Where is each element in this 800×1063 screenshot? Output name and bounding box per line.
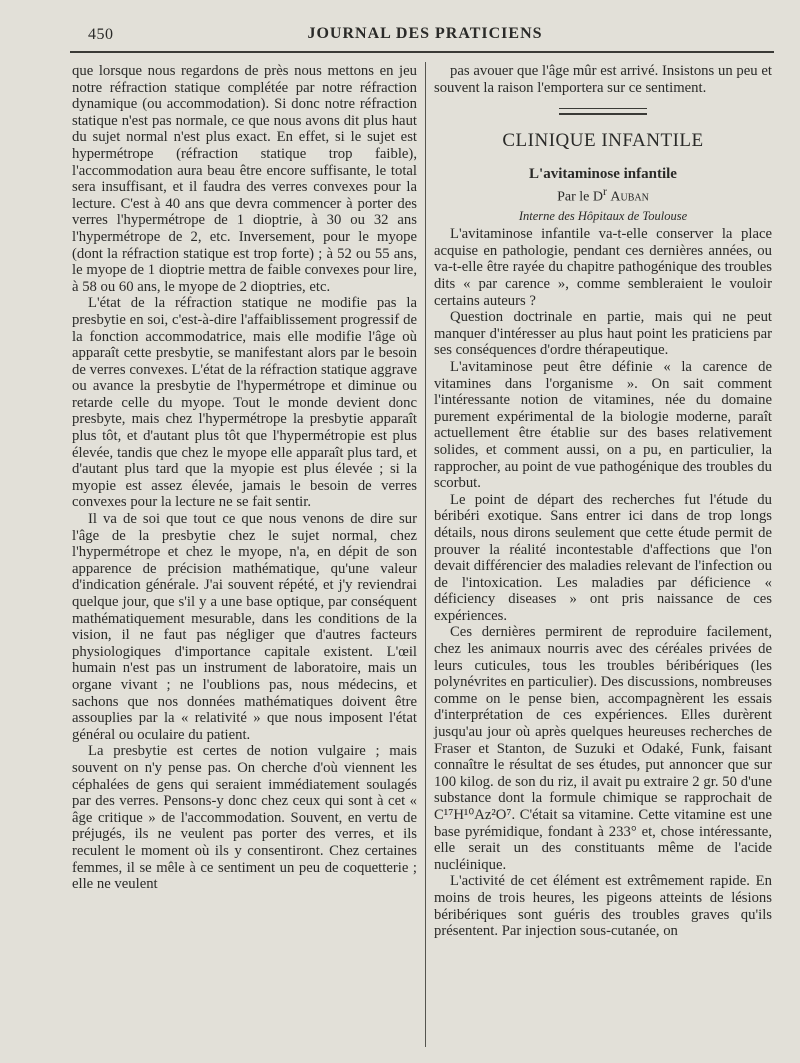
right-paragraph-4: Le point de départ des recherches fut l'étude du béribéri exotique. Sans entrer ici dans de trop longs détails, nous dirons seulement que cette étude permit de prouver la réalité incontestable d'affections que l'on devait différencier des maladies relevant de l'infection ou de l'intoxication. Les maladies par déficience « déficiency diseases » ont pris naissance de ces expériences. xyxy=(434,491,772,624)
article-title: L'avitaminose infantile xyxy=(529,165,677,182)
continuation-paragraph: pas avouer que l'âge mûr est arrivé. Insistons un peu et souvent la raison l'emportera sur ce sentiment. xyxy=(434,63,772,96)
right-paragraph-3: L'avitaminose peut être définie « la carence de vitamines dans l'organisme ». On sait comment l'intéressante notion de vitamines, née du domaine purement expérimental de la biologie moderne, paraît actuellement être établie sur des bases relativement solides, et comment aussi, on a pu, en particulier, la rapprocher, au point de vue pathogénique des troubles du scorbut. xyxy=(434,358,772,492)
author-name: Auban xyxy=(610,190,649,206)
right-paragraph-5: Ces dernières permirent de reproduire facilement, chez les animaux nourris avec des céréales privées de leurs cuticules, tous les troubles béribériques (les polynévrites en particulier). Des discussions, nombreuses comme on le pense bien, accompagnèrent les essais d'interprétation de ces expériences. Elles durèrent jusqu'au jour où après quelques heureuses recherches de Fraser et Stanton, de Suzuki et Odaké, Funk, faisant connaître le résultat de ses études, put annoncer que sur 100 kilog. de son du riz, il avait pu extraire 2 gr. 50 d'une substance dont la formule chimique se rapprochait de C¹⁷H¹⁰Az²O⁷. C'était sa vitamine. Cette vitamine est une base pyrémidique, fondant à 233° et, chose intéressante, elle serait un des constituants même de l'acide nucléinique. xyxy=(434,624,772,873)
left-paragraph-1: que lorsque nous regardons de près nous mettons en jeu notre réfraction statique complétée par notre réfraction dynamique (ou accommodation). Si donc notre réfraction statique n'est pas normale, ce que nous avons dit plus haut du sujet normal n'est plus exact. En effet, si le sujet est hypermétrope (réfraction statique trop faible), l'accommodation aura beau être encore suffisante, le total sera insuffisant, et il faudra des verres convexes pour la lecture. C'est à 40 ans que devra commencer à porter des verres l'hypermétrope de 1 dioptrie, à 30 ou 32 ans l'hypermétrope de 2, etc. Inversement, pour le myope (dont la réfraction statique est trop forte) ; à 52 ou 55 ans, le myope de 1 dioptrie mettra de faible convexes pour lire, à 58 ou 60 ans, le myope de 2 dioptries, etc. xyxy=(72,63,417,295)
left-paragraph-2: L'état de la réfraction statique ne modifie pas la presbytie en soi, c'est-à-dire l'affaiblissement progressif de la fonction accommodatrice, mais elle modifie l'âge où apparaît cette presbytie, se manifestant alors par le besoin de verres convexes. L'état de la réfraction statique aggrave ou avance la presbytie de l'hypermétrope et diminue ou retarde celle du myope. Tout le monde devient donc presbyte, mais chez l'hypermétrope la presbytie apparaît plus tôt, et d'autant plus tôt que l'hypermétropie est plus élevée, tandis que chez le myope elle apparaît plus tard, et d'autant plus tard que la myopie est plus élevée ; si la myopie est assez élevée, jamais le besoin de verres convexes pour la lecture ne se fait sentir. xyxy=(72,295,417,511)
section-divider xyxy=(559,108,647,115)
header-rule xyxy=(70,51,774,53)
journal-title: JOURNAL DES PRATICIENS xyxy=(307,25,543,42)
byline-superscript: r xyxy=(603,185,607,199)
left-column xyxy=(72,63,417,893)
right-column xyxy=(434,63,772,940)
left-paragraph-4: La presbytie est certes de notion vulgaire ; mais souvent on n'y pense pas. On cherche d'où viennent les céphalées de gens qui seraient immédiatement soulagés par des verres. Pensons-y donc chez ceux qui sont à cet « âge critique » de l'accommodation. Souvent, en vertu de préjugés, ils ne veulent pas porter des verres, et ils reculent le moment où ils y consentiront. Chez certaines femmes, il se mêle à ce sentiment un peu de coquetterie ; elle ne veulent xyxy=(72,743,417,893)
section-title: CLINIQUE INFANTILE xyxy=(502,130,704,152)
byline xyxy=(434,184,772,206)
page-header xyxy=(70,24,780,46)
right-paragraph-6: L'activité de cet élément est extrêmement rapide. En moins de trois heures, les pigeons atteints de lésions béribériques sont guéris des troubles graves qu'ils présentent. Par injection sous-cutanée, on xyxy=(434,873,772,940)
column-separator xyxy=(425,62,426,1047)
right-paragraph-1: L'avitaminose infantile va-t-elle conserver la place acquise en pathologie, pendant ces dernières années, ou va-t-elle être rayée du chapitre pathogénique des troubles dits « par carence », comme sembleraient le vouloir certains auteurs ? xyxy=(434,226,772,309)
right-paragraph-2: Question doctrinale en partie, mais qui ne peut manquer d'intéresser au plus haut point les praticiens par ses conséquences d'ordre thérapeutique. xyxy=(434,309,772,359)
left-paragraph-3: Il va de soi que tout ce que nous venons de dire sur l'âge de la presbytie chez le sujet normal, chez l'hypermétrope et chez le myope, n'a, en dépit de son apparence de précision mathématique, qu'une valeur d'indication générale. J'ai souvent répété, et j'y reviendrai quelque jour, que s'il y a une base optique, par conséquent mathématiquement mesurable, dans les conditions de la vision, il ne faut pas négliger que d'autres facteurs physiologiques d'importance capitale existent. L'œil humain n'est pas un instrument de laboratoire, mais un organe vivant ; ne l'oublions pas, nous médecins, et sachons que nos données mathématiques doivent être assouplies par la « relativité » que nous imposent l'état général ou oculaire du patient. xyxy=(72,511,417,743)
byline-prefix: Par le D xyxy=(557,190,604,206)
page-number: 450 xyxy=(88,26,114,43)
author-affiliation: Interne des Hôpitaux de Toulouse xyxy=(518,208,688,223)
